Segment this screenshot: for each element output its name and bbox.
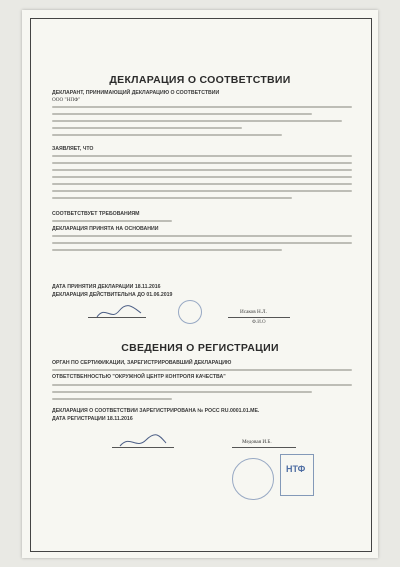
text-line <box>52 127 242 129</box>
registration-number: ДЕКЛАРАЦИЯ О СООТВЕТСТВИИ ЗАРЕГИСТРИРОВАНА № РОСС RU.0001.01.МЕ. <box>52 408 260 414</box>
text-line <box>52 162 352 164</box>
rectangle-stamp <box>280 454 314 496</box>
text-line <box>52 190 352 192</box>
stamp-text: НТФ <box>286 464 306 474</box>
registration-title: СВЕДЕНИЯ О РЕГИСТРАЦИИ <box>121 342 279 354</box>
signature <box>95 303 143 321</box>
registration-signer: Медовая И.Б. <box>242 439 272 445</box>
text-line <box>52 155 352 157</box>
registration-company: ОТВЕТСТВЕННОСТЬЮ "ОКРУЖНОЙ ЦЕНТР КОНТРОЛЯ КАЧЕСТВА" <box>52 374 226 380</box>
basis-heading: ДЕКЛАРАЦИЯ ПРИНЯТА НА ОСНОВАНИИ <box>52 226 159 232</box>
text-line <box>52 169 352 171</box>
text-line <box>52 106 352 108</box>
text-line <box>52 369 352 371</box>
text-line <box>52 176 352 178</box>
signature <box>118 434 168 450</box>
accepted-date: ДАТА ПРИНЯТИЯ ДЕКЛАРАЦИИ 18.11.2016 <box>52 284 161 290</box>
text-line <box>52 134 282 136</box>
round-stamp <box>178 300 202 324</box>
text-line <box>52 235 352 237</box>
text-line <box>52 120 342 122</box>
signatory-name: Исаков Н.Л. <box>240 309 267 315</box>
compliance-heading: СООТВЕТСТВУЕТ ТРЕБОВАНИЯМ <box>52 211 140 217</box>
name-line <box>228 317 290 318</box>
text-line <box>52 398 172 400</box>
registration-body-heading: ОРГАН ПО СЕРТИФИКАЦИИ, ЗАРЕГИСТРИРОВАВШИЙ ДЕКЛАРАЦИЮ <box>52 360 232 366</box>
applicant-heading: ДЕКЛАРАНТ, ПРИНИМАЮЩИЙ ДЕКЛАРАЦИЮ О СООТВЕТСТВИИ <box>52 90 220 96</box>
text-line <box>52 183 352 185</box>
declares-heading: ЗАЯВЛЯЕТ, ЧТО <box>52 146 94 152</box>
text-line <box>52 391 312 393</box>
signatory-caption: Ф.И.О <box>252 320 266 325</box>
text-line <box>52 197 292 199</box>
text-line <box>52 113 312 115</box>
round-stamp <box>232 458 274 500</box>
text-line <box>52 249 282 251</box>
valid-until: ДЕКЛАРАЦИЯ ДЕЙСТВИТЕЛЬНА ДО 01.06.2019 <box>52 292 173 298</box>
applicant-name: ООО "НПФ" <box>52 97 81 103</box>
declaration-title: ДЕКЛАРАЦИЯ О СООТВЕТСТВИИ <box>109 74 291 86</box>
text-line <box>52 242 352 244</box>
registration-date: ДАТА РЕГИСТРАЦИИ 18.11.2016 <box>52 416 133 422</box>
text-line <box>52 384 352 386</box>
name-line <box>232 447 296 448</box>
text-line <box>52 220 172 222</box>
